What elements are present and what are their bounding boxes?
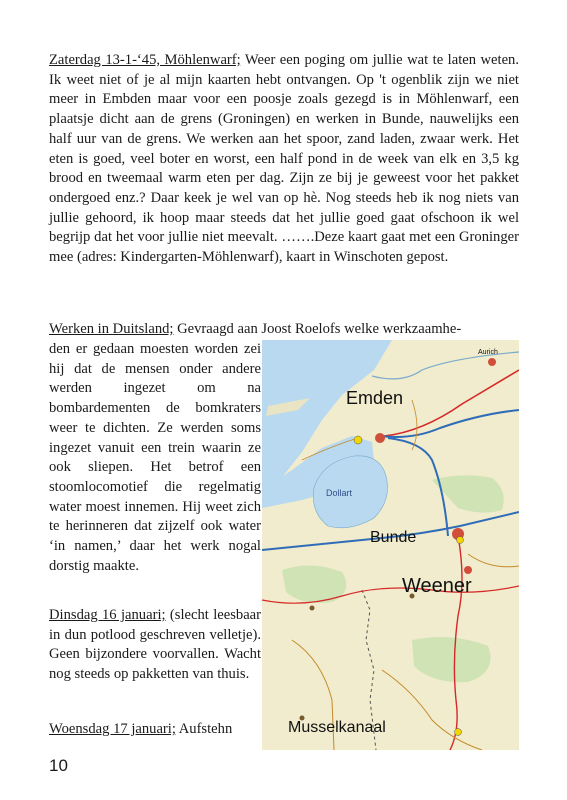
entry-body: Aufstehn	[175, 721, 233, 737]
entry-woensdag	[49, 720, 261, 740]
page-number: 10	[49, 756, 68, 775]
entry-body: (slecht leesbaar in dun potlood geschreven velletje). Geen bijzondere voorvallen. Wacht nog steeds op pakketten van thuis.	[49, 607, 262, 683]
map-town-marker	[375, 433, 385, 443]
map-label-emden: Emden	[346, 388, 404, 408]
map-village-marker	[310, 606, 315, 611]
entry-dinsdag	[49, 606, 261, 685]
entry-zaterdag	[49, 51, 519, 268]
entry-heading: Woensdag 17 januari;	[49, 721, 176, 737]
map-graphic	[262, 340, 519, 750]
map-town-marker	[464, 566, 472, 574]
map-town-marker	[488, 358, 496, 366]
map-label-weener: Weener	[402, 575, 472, 597]
entry-body: den er gedaan moesten worden zei hij dat de mensen onder andere werden ingezet om na bombardementen de bomkraters weer te dichten. Ze werden soms ingezet vanuit een trein waarin ze ook sliepen. Het betrof een stoomlocomotief die regelmatig water moest innemen. Hij weet zich te herinneren dat zijzelf ook water ‘in	[49, 341, 261, 555]
entry-heading: Werken in Duitsland;	[49, 321, 174, 337]
map-label-aurich: Aurich	[478, 349, 498, 356]
map-exit-marker	[354, 436, 362, 444]
map-label-dollart: Dollart	[326, 488, 353, 498]
entry-werken-heading-line	[49, 320, 519, 340]
entry-heading: Zaterdag 13-1-‘45, Möhlenwarf;	[49, 52, 241, 68]
entry-first-line: Gevraagd aan Joost Roelofs welke werkzaamhe-	[173, 321, 462, 337]
region-map	[262, 340, 519, 750]
map-exit-marker	[455, 729, 462, 736]
map-exit-marker	[457, 537, 464, 544]
entry-heading: Dinsdag 16 januari;	[49, 607, 166, 623]
entry-body-end: …….Deze kaart gaat met een Groninger mee (adres: Kindergarten-Möhlenwarf), kaart in Winschoten gepost.	[49, 229, 519, 266]
entry-body-end: namen,’ daar het werk nogal dorstig maakte.	[49, 538, 261, 574]
map-label-musselkanaal: Musselkanaal	[288, 719, 386, 736]
entry-body: Weer een poging om jullie wat te laten weten. Ik weet niet of je al mijn kaarten hebt ontvangen. Op 't ogenblik zijn we niet meer in Embden maar voor een poosje zoals gezegd is in Möhlenwarf, een plaatsje dicht aan de grens (Groningen) en werken in Bunde, nauwelijks een half uur van de grens. We werken aan het spoor, zand laden, zwaar werk. Het eten is goed, veel boter en worst, een half pond in de week van elk en 3,5 kg brood en tweemaal warm eten per dag. Zijn ze bij je geweest voor het pakket ondergoed enz.? Daar keek je wel van op hè. Nog steeds heb ik nog niets van jullie gehoord, ik hoop maar steeds dat het jullie goed gaat ofschoon ik wel begrijp dat het voor jullie niet meevalt.	[49, 52, 519, 246]
entry-werken-body	[49, 340, 261, 576]
map-label-bunde: Bunde	[370, 529, 417, 546]
